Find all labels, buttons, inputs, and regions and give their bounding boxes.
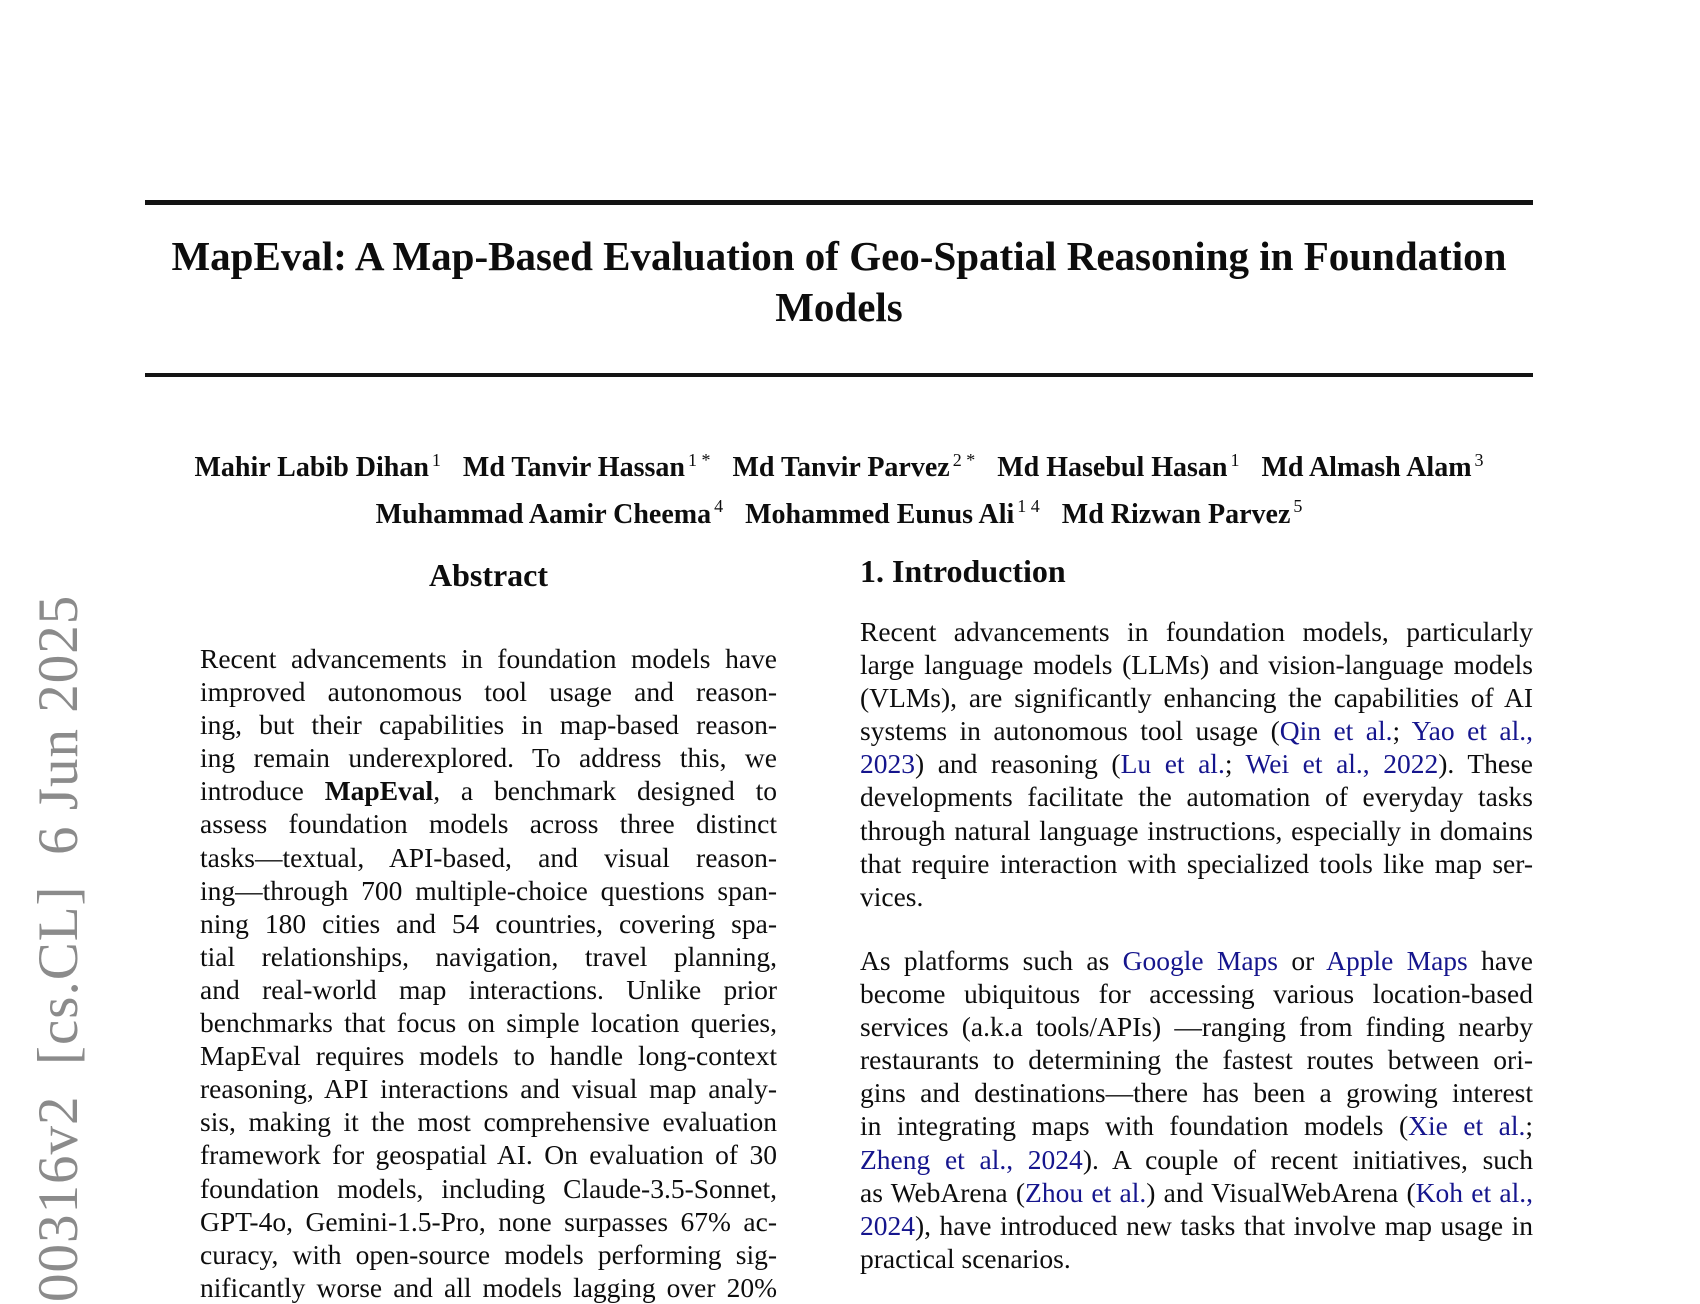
- author: [732, 452, 975, 483]
- text-segment: , a benchmark designed to: [433, 775, 778, 807]
- author: [1061, 496, 1303, 530]
- text-segment: and real-world map interactions. Unlike prior: [200, 973, 777, 1005]
- text-line: [860, 1010, 1533, 1043]
- text-line: [860, 714, 1533, 747]
- text-line: [860, 1076, 1533, 1109]
- text-line: [200, 1006, 777, 1039]
- text-line: [860, 1242, 1533, 1275]
- paper-title-line2: Models: [775, 284, 903, 330]
- text-segment: Recent advancements in foundation models have: [200, 643, 777, 674]
- text-segment: curacy, with open-source models performing sig-: [200, 1238, 777, 1270]
- author-name: Mohammed Eunus Ali: [745, 498, 1015, 530]
- text-segment: ing remain underexplored. To address this, we: [200, 742, 777, 774]
- intro-paragraph-2: [860, 944, 1533, 1275]
- text-line: [200, 675, 777, 708]
- text-line: [200, 807, 777, 840]
- text-segment: benchmarks that focus on simple location queries,: [200, 1007, 777, 1039]
- text-line: [860, 814, 1533, 847]
- author-affiliation-superscript: 4: [714, 496, 724, 517]
- text-line: [860, 648, 1533, 681]
- text-segment: or: [1278, 945, 1327, 976]
- abstract-body: [200, 642, 777, 1304]
- author-name: Md Almash Alam: [1261, 452, 1472, 484]
- text-segment: become ubiquitous for accessing various location-based: [860, 978, 1533, 1010]
- citation-link[interactable]: 2023: [860, 748, 915, 780]
- author-row-2: [145, 487, 1533, 533]
- text-segment: through natural language instructions, especially in domains: [860, 814, 1533, 846]
- text-segment: improved autonomous tool usage and reason-: [200, 676, 777, 708]
- citation-link[interactable]: Zhou et al.: [1025, 1176, 1147, 1208]
- text-line: [200, 1271, 777, 1304]
- text-segment: (VLMs), are significantly enhancing the capabilities of AI: [860, 682, 1533, 714]
- author: [375, 496, 724, 530]
- paper-title-line1: MapEval: A Map-Based Evaluation of Geo-Spatial Reasoning in Foundation: [171, 233, 1507, 279]
- text-segment: restaurants to determining the fastest routes between ori-: [860, 1044, 1533, 1076]
- text-segment: sis, making it the most comprehensive evaluation: [200, 1106, 777, 1138]
- citation-link[interactable]: Qin et al.: [1279, 715, 1393, 747]
- author-name: Md Tanvir Hassan: [462, 452, 685, 484]
- citation-link[interactable]: Xie et al.: [1408, 1110, 1526, 1142]
- text-segment: ) and VisualWebArena (: [1146, 1176, 1416, 1208]
- text-segment: that require interaction with specialized tools like map ser-: [860, 847, 1533, 879]
- text-line: [860, 1043, 1533, 1076]
- text-segment: ). These: [1438, 748, 1533, 780]
- text-line: [200, 774, 777, 807]
- text-segment: ing, but their capabilities in map-based reason-: [200, 709, 777, 741]
- text-line: [200, 973, 777, 1006]
- author-affiliation-superscript: 2 *: [952, 450, 976, 470]
- introduction-heading: 1. Introduction: [860, 553, 1066, 589]
- text-line: [200, 642, 777, 675]
- text-line: [200, 1138, 777, 1171]
- text-line: [200, 1172, 777, 1205]
- author-row-1: [145, 441, 1533, 487]
- text-line: [200, 907, 777, 940]
- text-line: [860, 615, 1533, 648]
- text-segment: ning 180 cities and 54 countries, covering spa-: [200, 907, 777, 939]
- text-segment: ing—through 700 multiple-choice questions span-: [200, 874, 777, 906]
- text-segment: vices.: [860, 880, 924, 912]
- text-segment: ), have introduced new tasks that involve map usage in: [915, 1209, 1533, 1241]
- text-segment: ). A couple of recent initiatives, such: [1082, 1143, 1533, 1175]
- text-segment: developments facilitate the automation of everyday tasks: [860, 781, 1533, 813]
- author-list: [145, 441, 1533, 534]
- text-segment: GPT-4o, Gemini-1.5-Pro, none surpasses 67% ac-: [200, 1205, 777, 1237]
- title-rule-bottom: [145, 373, 1533, 377]
- text-line: [860, 847, 1533, 880]
- author-name: Md Hasebul Hasan: [997, 452, 1228, 484]
- paper-title: [145, 231, 1533, 333]
- text-line: [860, 1109, 1533, 1142]
- text-line: [860, 977, 1533, 1010]
- citation-link[interactable]: Koh et al.,: [1415, 1176, 1533, 1208]
- text-line: [860, 780, 1533, 813]
- text-segment: practical scenarios.: [860, 1242, 1071, 1274]
- text-segment: framework for geospatial AI. On evaluation of 30: [200, 1139, 777, 1171]
- text-segment: as WebArena (: [860, 1176, 1026, 1208]
- text-line: [200, 741, 777, 774]
- author-name: Muhammad Aamir Cheema: [375, 498, 712, 530]
- text-segment: tial relationships, navigation, travel planning,: [200, 940, 777, 972]
- author-name: Md Rizwan Parvez: [1061, 498, 1291, 530]
- citation-link[interactable]: Wei et al., 2022: [1245, 748, 1439, 780]
- text-segment: gins and destinations—there has been a growing interest: [860, 1077, 1533, 1109]
- author: [1262, 452, 1484, 483]
- text-line: [200, 1205, 777, 1238]
- text-segment: As platforms such as: [860, 945, 1123, 976]
- text-segment: large language models (LLMs) and vision-language models: [860, 649, 1533, 681]
- text-segment: systems in autonomous tool usage (: [860, 715, 1280, 747]
- text-line: [860, 944, 1533, 977]
- author-affiliation-superscript: 5: [1293, 496, 1303, 517]
- author-name: Mahir Labib Dihan: [194, 452, 429, 484]
- text-segment: nificantly worse and all models lagging over 20%: [200, 1271, 777, 1303]
- title-rule-top: [145, 200, 1533, 205]
- text-segment: introduce: [200, 775, 325, 807]
- text-segment: MapEval requires models to handle long-context: [200, 1040, 777, 1072]
- text-segment: services (a.k.a tools/APIs) —ranging from finding nearby: [860, 1011, 1533, 1043]
- text-segment: in integrating maps with foundation models (: [860, 1110, 1409, 1142]
- text-line: [200, 1039, 777, 1072]
- citation-link[interactable]: Yao et al.,: [1411, 715, 1533, 747]
- intro-paragraph-1: [860, 615, 1533, 913]
- text-line: [860, 880, 1533, 913]
- text-segment: reasoning, API interactions and visual map analy-: [200, 1073, 777, 1105]
- abstract-heading: Abstract: [428, 557, 549, 593]
- author-affiliation-superscript: 1 4: [1017, 496, 1040, 517]
- author: [745, 496, 1040, 530]
- citation-link[interactable]: Google Maps: [1122, 945, 1279, 976]
- text-segment: have: [1467, 945, 1533, 976]
- citation-link[interactable]: Lu et al.: [1120, 748, 1225, 780]
- text-line: [200, 874, 777, 907]
- text-line: [860, 1143, 1533, 1176]
- text-line: [200, 1072, 777, 1105]
- citation-link[interactable]: Zheng et al., 2024: [860, 1143, 1083, 1175]
- author-affiliation-superscript: 1: [1230, 450, 1240, 470]
- text-line: [200, 841, 777, 874]
- author-affiliation-superscript: 3: [1474, 450, 1484, 470]
- text-segment: ;: [1224, 748, 1246, 780]
- text-line: [200, 1238, 777, 1271]
- author-affiliation-superscript: 1: [431, 450, 441, 470]
- citation-link[interactable]: 2024: [860, 1209, 915, 1241]
- text-segment: Recent advancements in foundation models, particularly: [860, 616, 1533, 647]
- author: [997, 452, 1239, 483]
- text-segment: tasks—textual, API-based, and visual reason-: [200, 841, 777, 873]
- text-segment: ) and reasoning (: [915, 748, 1121, 780]
- text-segment: ;: [1525, 1110, 1533, 1142]
- text-line: [200, 940, 777, 973]
- author-name: Md Tanvir Parvez: [732, 452, 950, 484]
- text-segment: assess foundation models across three distinct: [200, 808, 777, 840]
- text-line: [860, 747, 1533, 780]
- text-line: [860, 681, 1533, 714]
- text-line: [860, 1176, 1533, 1209]
- text-segment: foundation models, including Claude-3.5-Sonnet,: [200, 1172, 777, 1204]
- author-affiliation-superscript: 1 *: [687, 450, 711, 470]
- bold-text: MapEval: [324, 775, 434, 807]
- text-line: [200, 708, 777, 741]
- author: [194, 452, 440, 483]
- citation-link[interactable]: Apple Maps: [1326, 945, 1468, 976]
- author: [463, 452, 711, 483]
- arxiv-stamp: 00316v2 [cs.CL] 6 Jun 2025: [27, 594, 90, 1302]
- text-line: [860, 1209, 1533, 1242]
- text-line: [200, 1105, 777, 1138]
- text-segment: ;: [1392, 715, 1412, 747]
